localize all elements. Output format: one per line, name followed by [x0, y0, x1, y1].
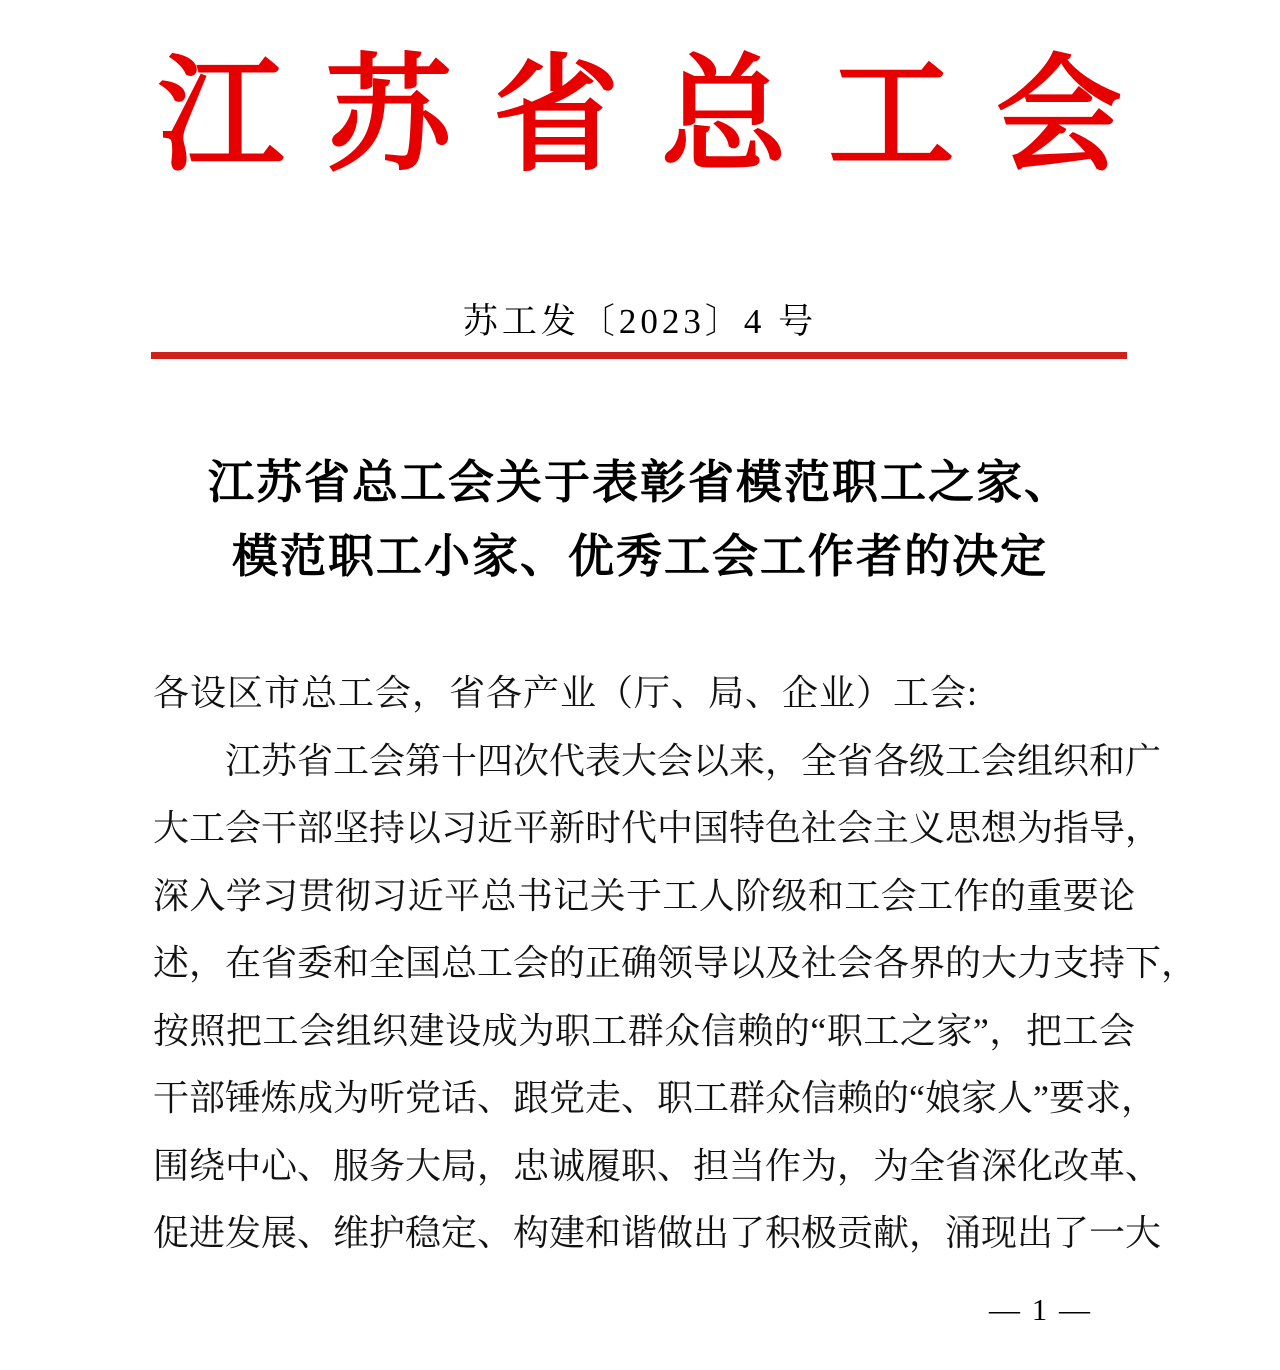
- body-line: 促进发展、维护稳定、构建和谐做出了积极贡献，涌现出了一大: [153, 1213, 1162, 1253]
- document-title-line-1: 江苏省总工会关于表彰省模范职工之家、: [208, 457, 1072, 508]
- body-line: 江苏省工会第十四次代表大会以来，全省各级工会组织和广: [225, 740, 1162, 781]
- page-number: — 1 —: [989, 1292, 1092, 1327]
- document-body: [153, 660, 1198, 1268]
- document-title: [90, 446, 1190, 594]
- letterhead-divider-rule: [151, 352, 1127, 359]
- body-line: 按照把工会组织建设成为职工群众信赖的“职工之家”，把工会: [153, 1010, 1135, 1051]
- org-letterhead-title: 江苏省总工会: [158, 48, 1164, 187]
- body-line: 围绕中心、服务大局，忠诚履职、担当作为，为全省深化改革、: [153, 1145, 1162, 1186]
- body-line: 述，在省委和全国总工会的正确领导以及社会各界的大力支持下，: [153, 943, 1198, 983]
- body-line: 深入学习贯彻习近平总书记关于工人阶级和工会工作的重要论: [153, 875, 1135, 916]
- document-title-line-2: 模范职工小家、优秀工会工作者的决定: [232, 531, 1048, 582]
- body-line: 干部锤炼成为听党话、跟党走、职工群众信赖的“娘家人”要求，: [153, 1078, 1157, 1118]
- salutation-line: 各设区市总工会，省各产业（厅、局、企业）工会:: [153, 673, 979, 713]
- body-line: 大工会干部坚持以习近平新时代中国特色社会主义思想为指导，: [153, 808, 1162, 848]
- document-number: 苏工发〔2023〕4 号: [462, 302, 818, 341]
